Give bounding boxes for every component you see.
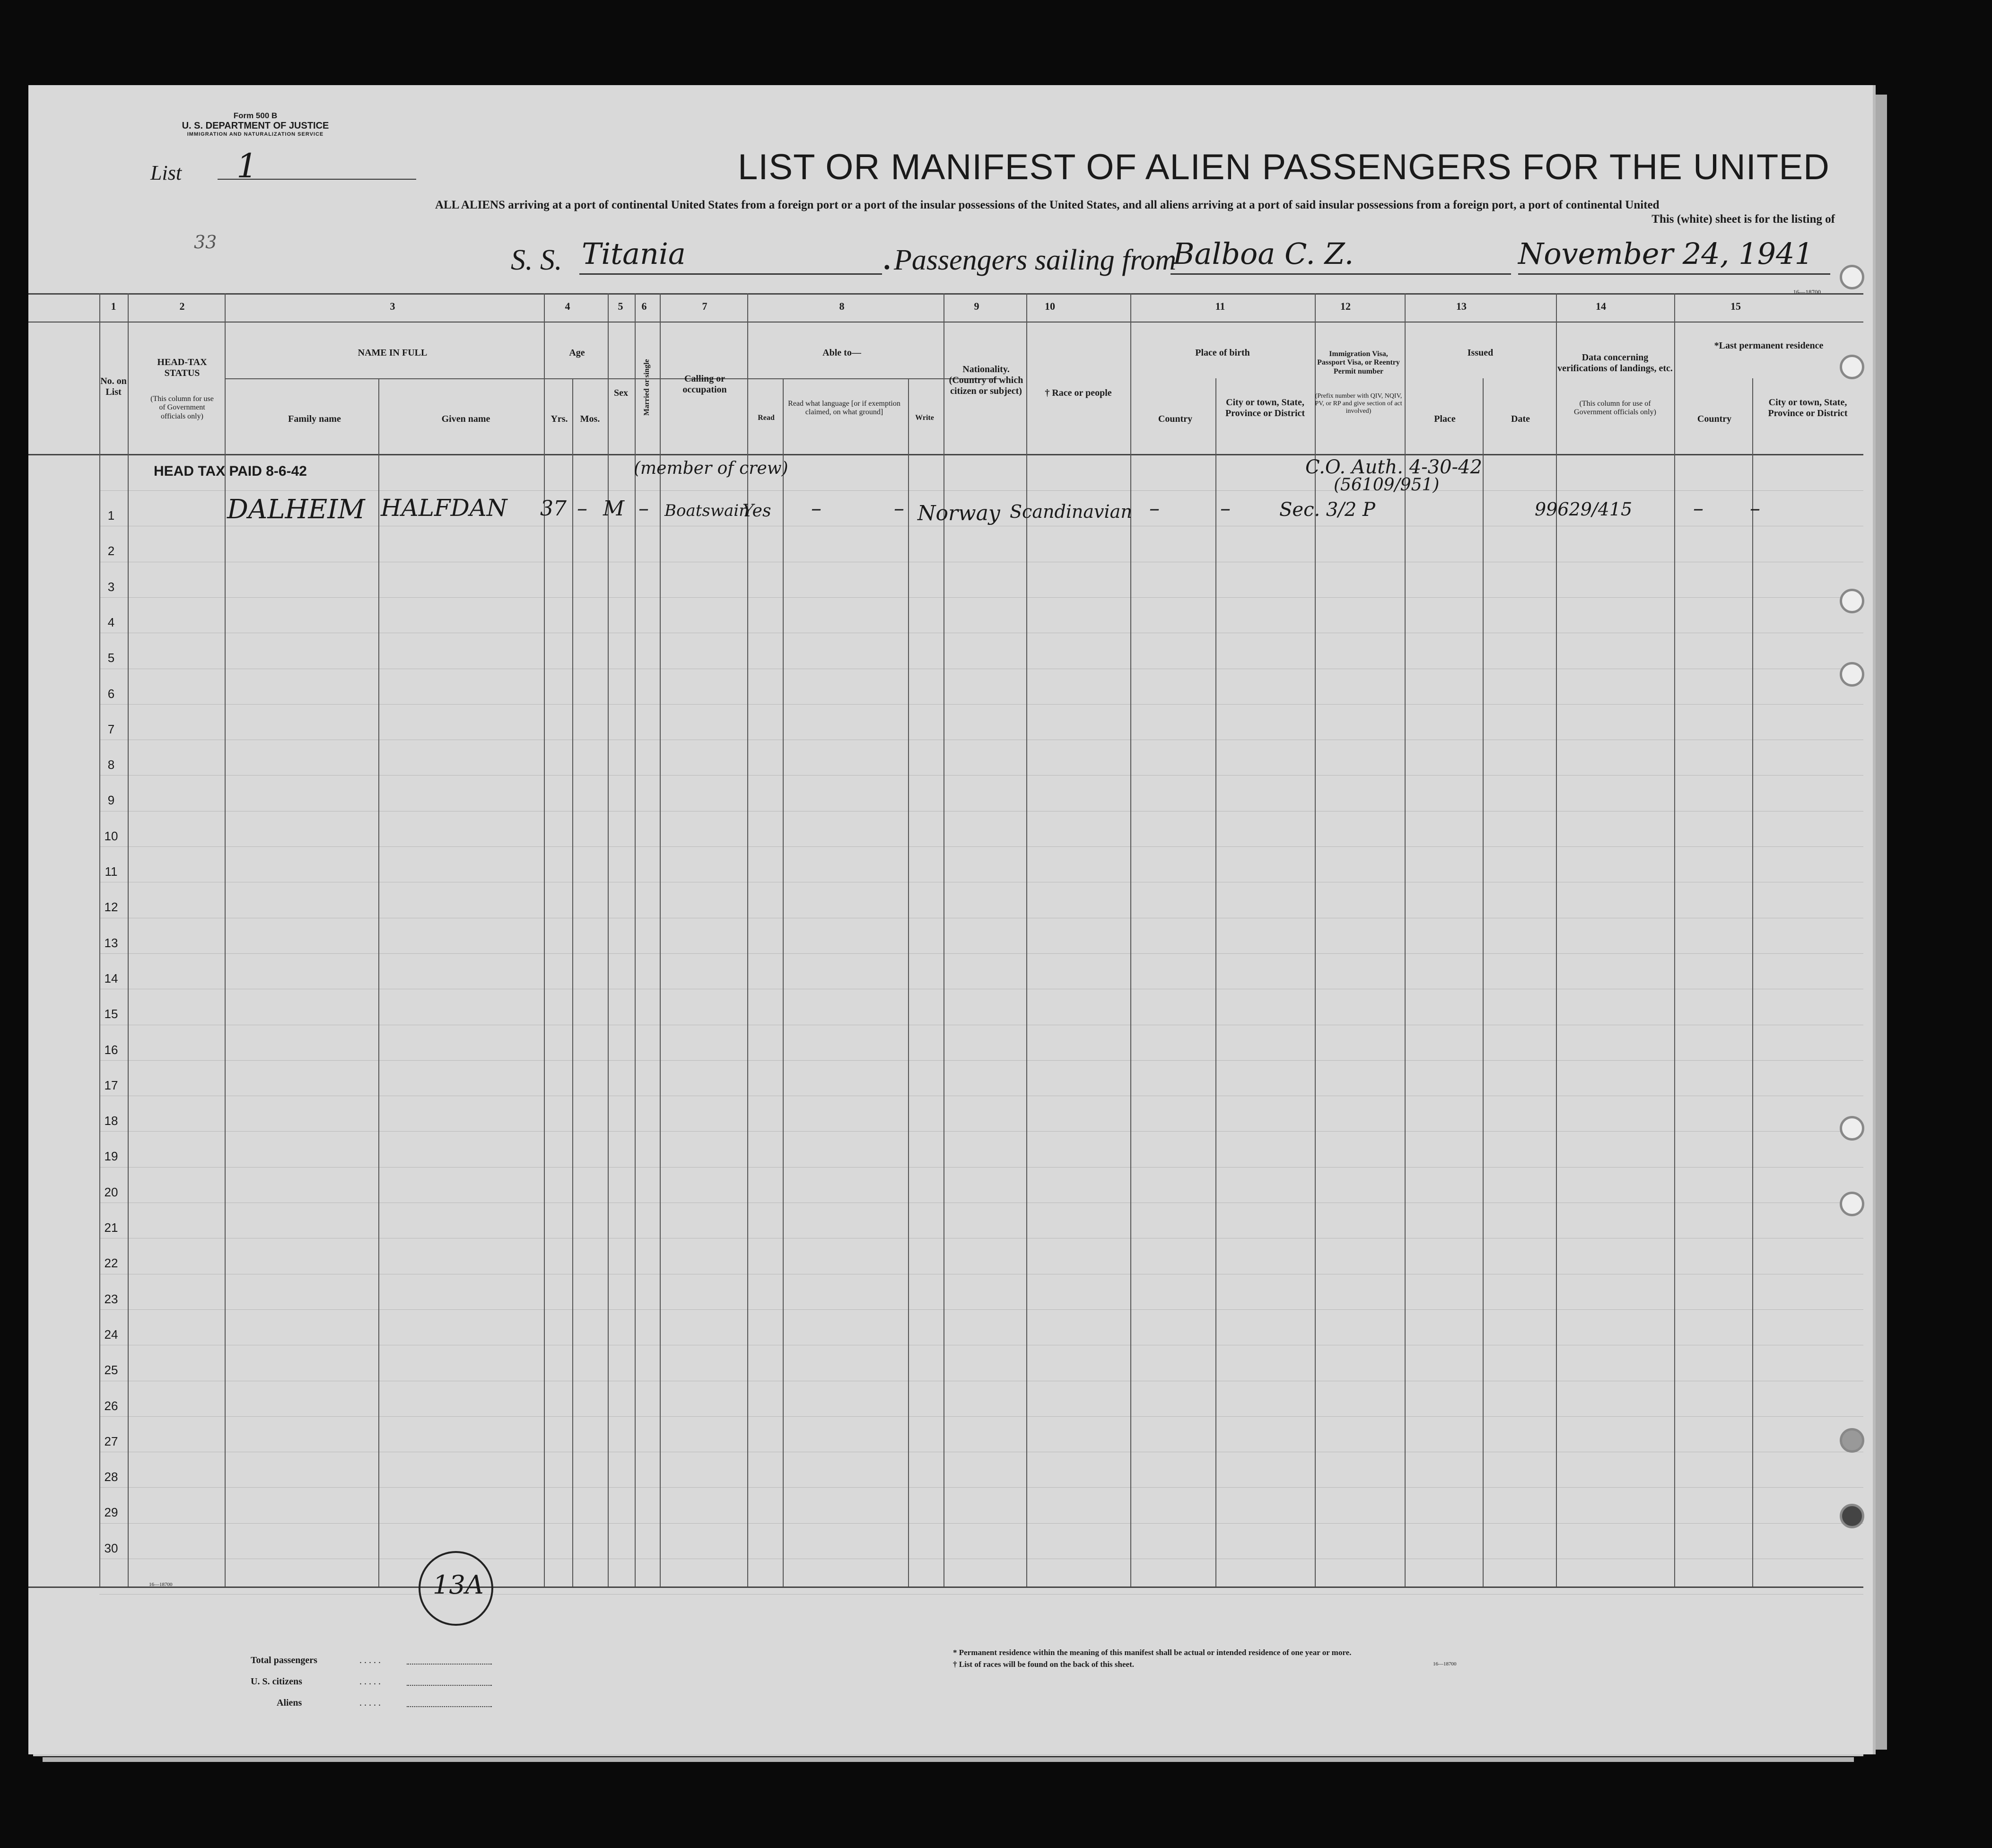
- row-guide-line: [99, 1131, 1863, 1132]
- header-visa: Immigration Visa, Passport Visa, or Reentry Permit number: [1317, 350, 1400, 375]
- passenger-read-language: –: [811, 497, 821, 521]
- header-place-of-birth: Place of birth: [1195, 348, 1250, 358]
- footer-dots: . . . . .: [359, 1676, 381, 1687]
- row-number: 10: [104, 829, 118, 843]
- passenger-birth-country: –: [1149, 497, 1160, 521]
- sailing-date: November 24, 1941: [1518, 236, 1813, 271]
- passenger-family-name: DALHEIM: [227, 494, 365, 525]
- row-guide-line: [99, 1060, 1863, 1061]
- col-num: 3: [390, 300, 395, 312]
- row-number: 28: [104, 1470, 118, 1484]
- passenger-marital: –: [638, 497, 649, 521]
- row-number: 22: [104, 1256, 118, 1270]
- footer-aliens-line: [407, 1706, 492, 1707]
- row-number: 24: [104, 1327, 118, 1342]
- row-number: 17: [104, 1078, 118, 1092]
- passenger-visa: Sec. 3/2 P: [1279, 499, 1375, 521]
- column-rule: [1752, 378, 1753, 1586]
- header-calling: Calling or occupation: [682, 374, 727, 395]
- passenger-age-mos: –: [577, 497, 587, 521]
- binder-hole: [1840, 1116, 1864, 1141]
- subtitle-white-sheet: This (white) sheet is for the listing of: [1651, 213, 1835, 226]
- rule-header-bottom: [28, 454, 1863, 455]
- column-rule: [225, 293, 226, 1586]
- column-rule: [635, 293, 636, 1586]
- header-visa-note: (Prefix number with QIV, NQIV, PV, or RP and give section of act involved): [1315, 392, 1402, 415]
- header-name-in-full: NAME IN FULL: [358, 348, 428, 358]
- column-rule: [1315, 293, 1316, 1586]
- col-num: 4: [565, 300, 570, 312]
- passenger-nationality: Norway: [917, 501, 1000, 525]
- rule-top: [28, 293, 1863, 295]
- row-number: 12: [104, 900, 118, 914]
- header-birth-city: City or town, State, Province or District: [1225, 397, 1305, 418]
- col-num: 5: [618, 300, 623, 312]
- footer-note-residence: * Permanent residence within the meaning of this manifest shall be actual or intended residence of one year or more.: [953, 1648, 1352, 1657]
- passenger-age-yrs: 37: [540, 497, 567, 521]
- row-number: 27: [104, 1434, 118, 1448]
- col-num: 2: [179, 300, 185, 312]
- column-rule: [660, 293, 661, 1586]
- row-number: 3: [107, 580, 115, 594]
- margin-note: 33: [194, 232, 217, 253]
- member-of-crew-note: (member of crew): [634, 459, 788, 478]
- col-num: 11: [1215, 300, 1225, 312]
- row-guide-line: [99, 1594, 1863, 1595]
- row-guide-line: [99, 597, 1863, 598]
- column-rule: [572, 378, 573, 1586]
- header-issued-place: Place: [1434, 414, 1456, 424]
- col-num: 6: [641, 300, 647, 312]
- passenger-race: Scandinavian: [1010, 501, 1132, 522]
- row-guide-line: [99, 704, 1863, 705]
- rule-grid-bottom: [28, 1586, 1863, 1588]
- col-num: 8: [839, 300, 845, 312]
- row-guide-line: [99, 846, 1863, 847]
- visa-file-number: (56109/951): [1334, 475, 1440, 495]
- binder-hole: [1840, 1504, 1864, 1528]
- column-rule: [908, 378, 909, 1586]
- footer-dots: . . . . .: [359, 1655, 381, 1665]
- row-guide-line: [99, 1523, 1863, 1524]
- row-number: 7: [107, 722, 115, 736]
- row-number: 20: [104, 1185, 118, 1199]
- passenger-write: –: [894, 497, 904, 521]
- row-number: 6: [107, 687, 115, 701]
- sailing-label: Passengers sailing from: [894, 244, 1177, 276]
- row-guide-line: [99, 1487, 1863, 1488]
- header-res-country: Country: [1697, 414, 1732, 424]
- footer-note-races: † List of races will be found on the back of this sheet.: [953, 1660, 1134, 1669]
- column-rule: [1026, 293, 1027, 1586]
- binder-hole: [1840, 589, 1864, 613]
- row-number: 29: [104, 1505, 118, 1519]
- header-issued-date: Date: [1511, 414, 1530, 424]
- page-title: LIST OR MANIFEST OF ALIEN PASSENGERS FOR THE UNITED: [738, 147, 1830, 187]
- column-rule: [783, 378, 784, 1586]
- passenger-res-city: –: [1750, 497, 1760, 521]
- header-last-residence: *Last permanent residence: [1714, 340, 1824, 351]
- rule-colnums: [28, 322, 1863, 323]
- row-number: 4: [107, 615, 115, 629]
- row-guide-line: [99, 1167, 1863, 1168]
- footer-code: 16—18700: [1433, 1661, 1457, 1667]
- col-num: 9: [974, 300, 979, 312]
- row-number: 18: [104, 1114, 118, 1128]
- column-rule: [608, 293, 609, 1586]
- binder-hole: [1840, 1428, 1864, 1453]
- row-number: 15: [104, 1007, 118, 1021]
- footer-dots: . . . . .: [359, 1698, 381, 1708]
- header-read-language: Read what language [or if exemption claimed, on what ground]: [788, 400, 900, 417]
- column-rule: [1483, 378, 1484, 1586]
- list-number: 1: [236, 147, 258, 185]
- passenger-read: Yes: [743, 501, 771, 521]
- date-underline: [1518, 273, 1830, 275]
- manifest-sheet: [28, 85, 1876, 1754]
- header-able-to: Able to—: [822, 348, 861, 358]
- passenger-given-name: HALFDAN: [381, 494, 507, 522]
- column-rule: [378, 378, 379, 1586]
- row-number: 19: [104, 1149, 118, 1163]
- row-guide-line: [99, 1416, 1863, 1417]
- passenger-res-country: –: [1693, 497, 1704, 521]
- header-yrs: Yrs.: [550, 414, 568, 424]
- column-rule: [1556, 293, 1557, 1586]
- row-number: 13: [104, 936, 118, 950]
- col-num: 1: [111, 300, 116, 312]
- header-given-name: Given name: [441, 414, 490, 424]
- footer-us-citizens: U. S. citizens: [251, 1676, 302, 1687]
- header-head-tax: HEAD-TAX STATUS: [157, 357, 207, 378]
- header-issued: Issued: [1467, 348, 1494, 358]
- binder-hole: [1840, 662, 1864, 687]
- row-guide-line: [99, 953, 1863, 954]
- row-number: 16: [104, 1043, 118, 1057]
- row-guide-line: [99, 775, 1863, 776]
- row-number: 1: [107, 508, 115, 523]
- header-sex: Sex: [614, 388, 628, 398]
- head-tax-paid-stamp: HEAD TAX PAID 8-6-42: [154, 463, 307, 479]
- header-married: Married or single: [642, 359, 651, 416]
- col-num: 13: [1456, 300, 1467, 312]
- row-number: 25: [104, 1363, 118, 1377]
- footer-total-line: [407, 1664, 492, 1665]
- passenger-birth-city: –: [1220, 497, 1231, 521]
- col-num: 10: [1045, 300, 1055, 312]
- list-underline: [218, 179, 416, 180]
- column-rule: [1674, 293, 1675, 1586]
- header-age: Age: [569, 348, 585, 358]
- port-underline: [1171, 273, 1511, 275]
- service-name: IMMIGRATION AND NATURALIZATION SERVICE: [187, 131, 324, 137]
- binder-hole: [1840, 1192, 1864, 1216]
- row-number: 9: [107, 793, 115, 807]
- header-birth-country: Country: [1158, 414, 1193, 424]
- footer-citizens-line: [407, 1685, 492, 1686]
- row-number: 2: [107, 544, 115, 558]
- header-race: † Race or people: [1045, 388, 1112, 398]
- footer-aliens: Aliens: [277, 1698, 302, 1708]
- row-guide-line: [99, 490, 1863, 491]
- header-res-city: City or town, State, Province or District: [1768, 397, 1848, 418]
- list-label: List: [150, 161, 182, 184]
- row-number: 8: [107, 758, 115, 772]
- row-number: 30: [104, 1541, 118, 1555]
- dot-sep: .: [884, 244, 891, 275]
- row-number: 21: [104, 1220, 118, 1235]
- column-rule: [1130, 293, 1131, 1586]
- col-num: 14: [1596, 300, 1606, 312]
- circled-mark-text: 13A: [433, 1570, 484, 1600]
- form-header: [137, 111, 374, 137]
- form-number: Form 500 B: [233, 111, 278, 120]
- row-number: 26: [104, 1399, 118, 1413]
- form-code: 16—18700: [1793, 288, 1821, 296]
- footer-total-passengers: Total passengers: [251, 1655, 317, 1665]
- binder-hole: [1840, 355, 1864, 379]
- header-read: Read: [758, 414, 775, 422]
- passenger-occupation: Boatswain: [664, 501, 749, 520]
- col-num: 12: [1340, 300, 1351, 312]
- passenger-sex: M: [603, 497, 625, 521]
- row-number: 5: [107, 651, 115, 665]
- column-rule: [1215, 378, 1216, 1586]
- header-head-tax-note: (This column for use of Government officials only): [150, 395, 214, 420]
- subtitle-aliens: ALL ALIENS arriving at a port of continental United States from a foreign port or a port of the insular possessions of the United States, and all aliens arriving at a port of said insular possessions from a foreign port, a port of continental United: [435, 199, 1660, 211]
- col-num: 15: [1730, 300, 1741, 312]
- col-num: 7: [702, 300, 708, 312]
- port-name: Balboa C. Z.: [1173, 236, 1354, 271]
- visa-authorization: C.O. Auth. 4-30-42: [1305, 456, 1482, 478]
- header-no-on-list: No. on List: [100, 376, 127, 397]
- page-edge: [43, 1757, 1854, 1762]
- row-number: 14: [104, 971, 118, 985]
- ship-name: Titania: [582, 236, 686, 271]
- row-guide-line: [99, 1309, 1863, 1310]
- department: U. S. DEPARTMENT OF JUSTICE: [182, 120, 329, 131]
- binder-hole: [1840, 265, 1864, 289]
- ship-underline: [579, 273, 882, 275]
- passenger-verification: 99629/415: [1535, 499, 1633, 520]
- header-family-name: Family name: [288, 414, 341, 424]
- row-number: 11: [105, 864, 118, 879]
- header-mos: Mos.: [580, 414, 600, 424]
- row-number: 23: [104, 1292, 118, 1306]
- column-rule: [128, 293, 129, 1586]
- column-rule: [747, 293, 748, 1586]
- ss-label: S. S.: [511, 244, 562, 276]
- grid-form-code: 16—18700: [149, 1582, 173, 1587]
- header-verifications: Data concerning verifications of landings, etc.: [1557, 352, 1673, 374]
- header-verifications-note: (This column for use of Government officials only): [1574, 400, 1656, 417]
- rule-sub-headers: [225, 378, 1000, 379]
- header-nationality: Nationality. (Country of which citizen or subject): [949, 364, 1023, 396]
- column-rule: [544, 293, 545, 1586]
- header-write: Write: [915, 414, 934, 422]
